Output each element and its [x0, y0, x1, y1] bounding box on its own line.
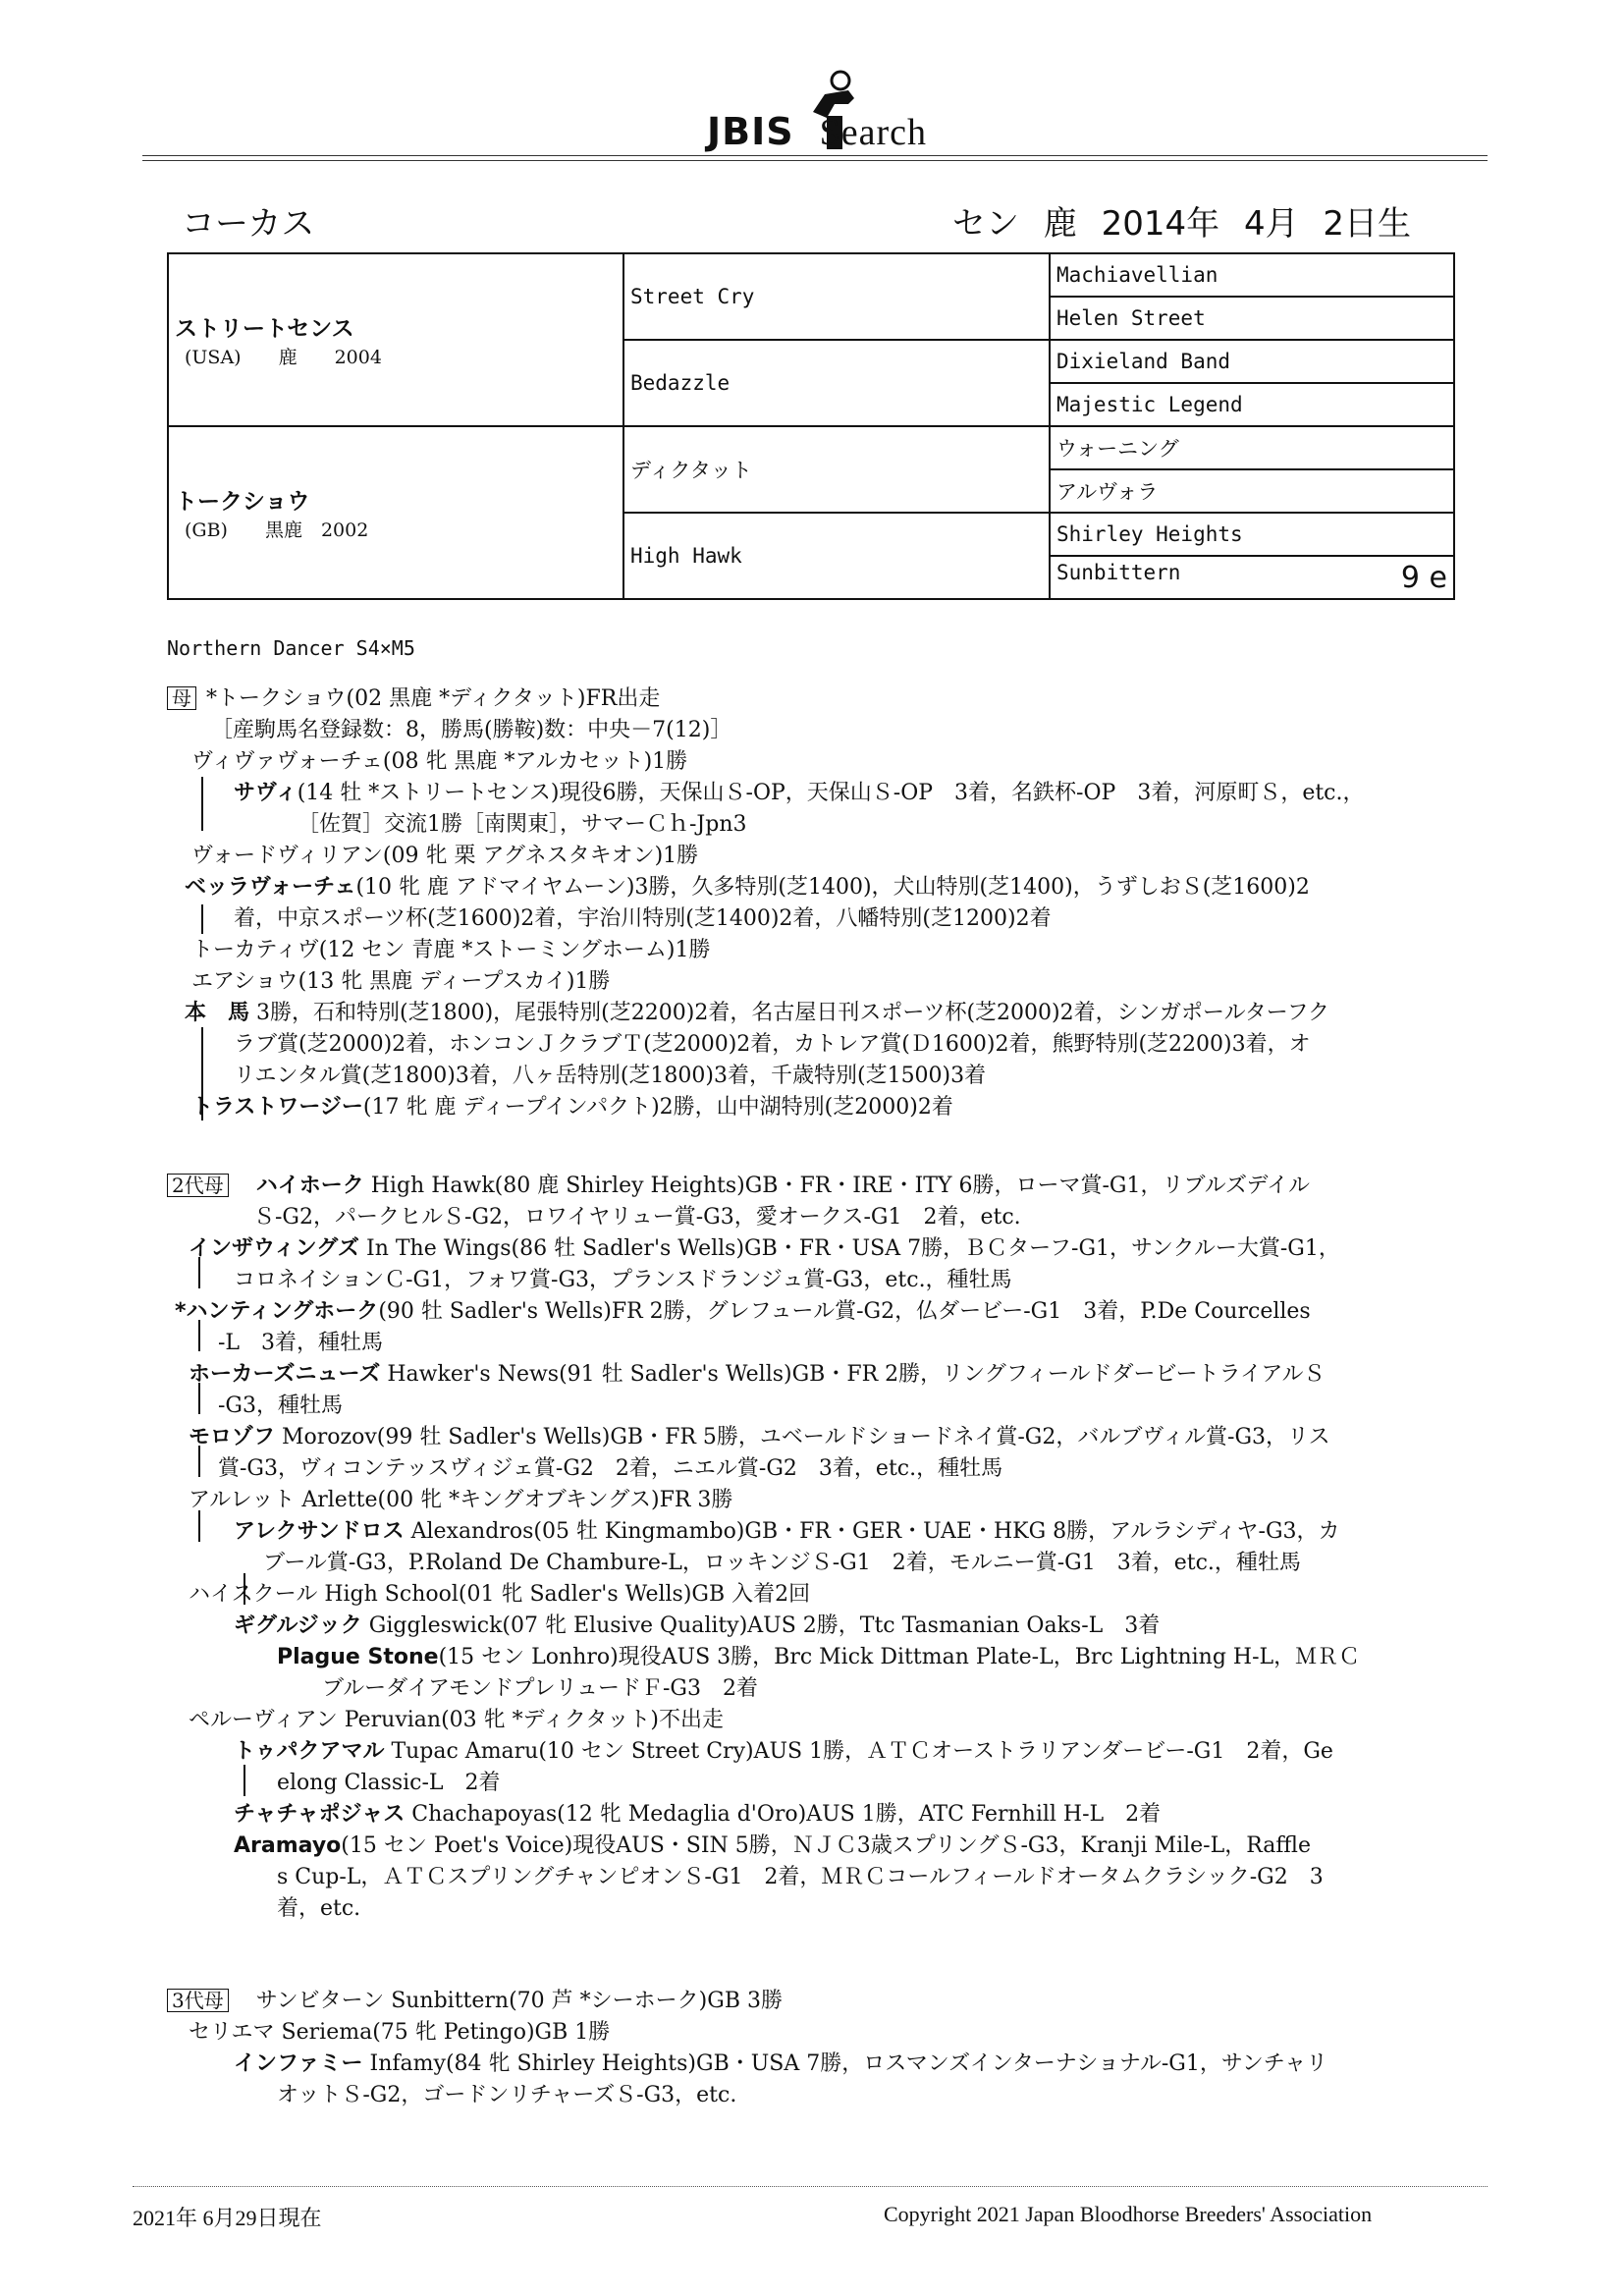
section-label: 2代母	[167, 1174, 229, 1197]
third-dam-line: オットＳ-G2，ゴードンリチャーズＳ-G3，etc.	[277, 2083, 737, 2107]
grandsire-cell: Street Cry	[623, 253, 1050, 340]
dam-section	[167, 683, 1502, 1123]
second-dam-line: Morozov(99 牡 Sadler's Wells)GB・FR 5勝，ユベールドショードネイ賞-G2，バルブヴィル賞-G3，リス	[275, 1425, 1330, 1449]
dam-line: ヴォードヴィリアン(09 牝 栗 アグネスタキオン)1勝	[191, 844, 699, 868]
dam-line: トーカティヴ(12 セン 青鹿 *ストーミングホーム)1勝	[191, 938, 711, 962]
horse-bold-name: チャチャポジャス	[234, 1802, 406, 1827]
ancestor-cell: Machiavellian	[1050, 253, 1454, 297]
horse-bold-name: Aramayo	[234, 1833, 342, 1858]
dam-line: (14 牡 *ストリートセンス)現役6勝，天保山Ｓ-OP，天保山Ｓ-OP 3着，名鉄杯-OP 3着，河原町Ｓ，etc.，	[297, 781, 1365, 805]
ancestor-cell: Majestic Legend	[1050, 383, 1454, 426]
second-dam-line: Hawker's News(91 牡 Sadler's Wells)GB・FR 2勝，リングフィールドダービートライアルＳ	[380, 1362, 1326, 1387]
horse-bold-name: モロゾフ	[189, 1425, 276, 1449]
second-dam-line: High Hawk(80 鹿 Shirley Heights)GB・FR・IRE・ITY 6勝，ローマ賞-G1，リブルズデイル	[363, 1174, 1310, 1198]
third-dam-section	[167, 1986, 1502, 2111]
horse-bold-name: トラストワージー	[191, 1095, 363, 1120]
second-dam-line: Chachapoyas(12 牝 Medaglia d'Oro)AUS 1勝，ATC Fernhill H-L 2着	[405, 1802, 1162, 1827]
ancestor-cell: Dixieland Band	[1050, 340, 1454, 383]
tree-bar	[198, 1510, 200, 1542]
second-dam-line: Tupac Amaru(10 セン Street Cry)AUS 1勝，ＡＴＣオーストラリアンダービー-G1 2着，Ge	[384, 1739, 1333, 1764]
horse-bold-name: ギグルジック	[234, 1613, 362, 1638]
grandsire-cell: Bedazzle	[623, 340, 1050, 426]
horse-bold-name: ホーカーズニューズ	[189, 1362, 381, 1387]
jbis-search-logo	[707, 59, 962, 157]
dam-line: ラブ賞(芝2000)2着，ホンコンＪクラブＴ(芝2000)2着，カトレア賞(Ｄ1600)2着，熊野特別(芝2200)3着，オ	[234, 1032, 1311, 1057]
ancestor-cell	[1050, 556, 1454, 599]
second-dam-line: s Cup-L，ＡＴＣスプリングチャンピオンＳ-G1 2着，ＭＲＣコールフィールドオータムクラシック-G2 3	[277, 1865, 1324, 1889]
second-dam-line: -G3，種牡馬	[218, 1394, 344, 1418]
grandsire-cell: ディクタット	[623, 426, 1050, 513]
second-dam-section	[167, 1171, 1502, 1925]
second-dam-line: (90 牡 Sadler's Wells)FR 2勝，グレフュール賞-G2，仏ダービー-G1 3着，P.De Courcelles	[378, 1299, 1311, 1324]
horse-bold-name: 本 馬	[185, 1001, 250, 1025]
grandsire-cell: High Hawk	[623, 513, 1050, 599]
dam-name: トークショウ	[175, 489, 310, 515]
ancestor-cell: Helen Street	[1050, 297, 1454, 340]
tree-bar	[201, 1027, 203, 1121]
horse-bold-name: サヴィ	[234, 781, 298, 805]
horse-info: セン 鹿 2014年 4月 2日生	[952, 204, 1412, 244]
second-dam-line: アルレット Arlette(00 牝 *キングオブキングス)FR 3勝	[189, 1488, 733, 1512]
second-dam-line: ブール賞-G3，P.Roland De Chambure-L，ロッキンジＳ-G1 2着，モルニー賞-G1 3着，etc.，種牡馬	[263, 1551, 1301, 1575]
family-number: 9 e	[1400, 560, 1447, 595]
dam-line: ［佐賀］交流1勝［南関東］，サマーＣｈ-Jpn3	[298, 812, 747, 837]
header-rule-2	[142, 160, 1488, 161]
second-dam-line: 着，etc.	[277, 1896, 361, 1921]
second-dam-line: elong Classic-L 2着	[277, 1771, 501, 1795]
horse-bold-name: Plague Stone	[277, 1645, 439, 1669]
tree-bar	[201, 904, 203, 934]
horse-bold-name: インファミー	[234, 2051, 363, 2076]
section-label: 母	[167, 686, 196, 710]
tree-bar	[198, 1320, 200, 1351]
dam-line: エアショウ(13 牝 黒鹿 ディープスカイ)1勝	[191, 969, 611, 994]
tree-bar	[201, 777, 203, 831]
logo-text-jbis: JBIS	[707, 110, 794, 153]
second-dam-line: Ｓ-G2，パークヒルＳ-G2，ロワイヤリュー賞-G3，愛オークス-G1 2着，etc.	[253, 1205, 1021, 1230]
dam-line: 3勝，石和特別(芝1800)，尾張特別(芝2200)2着，名古屋日刊スポーツ杯(芝2000)2着，シンガポールターフク	[256, 1001, 1329, 1025]
third-dam-line: サンビターン Sunbittern(70 芦 *シーホーク)GB 3勝	[255, 1989, 783, 2013]
horse-bold-name: インザウィングズ	[189, 1236, 360, 1261]
tree-bar	[198, 1257, 200, 1288]
tree-bar	[198, 1446, 200, 1477]
dam-line: ヴィヴァヴォーチェ(08 牝 黒鹿 *アルカセット)1勝	[191, 749, 688, 774]
third-dam-line: Infamy(84 牝 Shirley Heights)GB・USA 7勝，ロスマンズインターナショナル-G1，サンチャリ	[362, 2051, 1328, 2076]
sire-name: ストリートセンス	[175, 316, 354, 342]
dam-cell	[168, 426, 623, 599]
horse-bold-name: *ハンティングホーク	[175, 1299, 379, 1324]
second-dam-line: ハイスクール High School(01 牝 Sadler's Wells)GB 入着2回	[189, 1582, 811, 1607]
second-dam-line: ペルーヴィアン Peruvian(03 牝 *ディクタット)不出走	[189, 1708, 725, 1732]
second-dam-line: 賞-G3，ヴィコンテッスヴィジェ賞-G2 2着，ニエル賞-G2 3着，etc.，種牡馬	[218, 1456, 1003, 1481]
tree-bar	[198, 1383, 200, 1414]
second-dam-line: Alexandros(05 牡 Kingmambo)GB・FR・GER・UAE・HKG 8勝，アルラシディヤ-G3，カ	[404, 1519, 1340, 1544]
horse-bold-name: ベッラヴォーチェ	[185, 875, 356, 900]
footer-date: 2021年 6月29日現在	[133, 2206, 322, 2230]
dam-line: リエンタル賞(芝1800)3着，八ヶ岳特別(芝1800)3着，千歳特別(芝1500)3着	[234, 1064, 987, 1088]
ancestor-cell: ウォーニング	[1050, 426, 1454, 469]
footer-copyright: Copyright 2021 Japan Bloodhorse Breeders' Association	[884, 2202, 1373, 2226]
section-label: 3代母	[167, 1989, 229, 2012]
third-dam-line: セリエマ Seriema(75 牝 Petingo)GB 1勝	[189, 2020, 611, 2045]
footer-rule	[133, 2186, 1488, 2187]
second-dam-line: Giggleswick(07 牝 Elusive Quality)AUS 2勝，Ttc Tasmanian Oaks-L 3着	[361, 1613, 1161, 1638]
sire-detail: (USA) 鹿 2004	[185, 347, 382, 368]
sire-cell	[168, 253, 623, 426]
tree-bar	[244, 1573, 245, 1605]
dam-line: (17 牝 鹿 ディープインパクト)2勝，山中湖特別(芝2000)2着	[362, 1095, 953, 1120]
horse-name: コーカス	[182, 204, 315, 244]
dam-line: ［産駒馬名登録数：8，勝馬(勝鞍)数：中央－7(12)］	[211, 718, 732, 742]
second-dam-line: -L 3着，種牡馬	[218, 1331, 384, 1355]
tree-bar	[244, 1765, 245, 1796]
ancestor-name: Sunbittern	[1056, 560, 1181, 584]
horse-bold-name: アレクサンドロス	[234, 1519, 405, 1544]
horse-bold-name: トゥパクアマル	[234, 1739, 385, 1764]
ancestor-cell: Shirley Heights	[1050, 513, 1454, 556]
ancestor-cell: アルヴォラ	[1050, 469, 1454, 513]
dam-line: *トークショウ(02 黒鹿 *ディクタット)FR出走	[206, 686, 661, 711]
dam-line: 着，中京スポーツ杯(芝1600)2着，宇治川特別(芝1400)2着，八幡特別(芝1200)2着	[234, 906, 1052, 931]
dam-line: (10 牝 鹿 アドマイヤムーン)3勝，久多特別(芝1400)，犬山特別(芝1400)，うずしおＳ(芝1600)2	[355, 875, 1310, 900]
second-dam-line: In The Wings(86 牡 Sadler's Wells)GB・FR・USA 7勝，ＢＣターフ-G1，サンクルー大賞-G1，	[359, 1236, 1340, 1261]
logo-text-search: Search	[819, 112, 927, 153]
horse-bold-name: ハイホーク	[255, 1174, 364, 1198]
pedigree-table	[167, 252, 1455, 600]
second-dam-line: コロネイションＣ-G1，フォワ賞-G3，プランスドランジュ賞-G3，etc.，種牡馬	[234, 1268, 1012, 1292]
second-dam-line: ブルーダイアモンドプレリュードＦ-G3 2着	[322, 1676, 758, 1701]
dam-detail: (GB) 黒鹿 2002	[185, 519, 369, 541]
second-dam-line: (15 セン Poet's Voice)現役AUS・SIN 5勝，ＮＪＣ3歳スプリングＳ-G3，Kranji Mile-L，Raffle	[341, 1833, 1312, 1858]
second-dam-line: (15 セン Lonhro)現役AUS 3勝，Brc Mick Dittman Plate-L，Brc Lightning H-L，ＭＲＣ	[438, 1645, 1361, 1669]
inbreeding-note: Northern Dancer S4×M5	[167, 636, 415, 660]
header-rule	[142, 155, 1488, 156]
